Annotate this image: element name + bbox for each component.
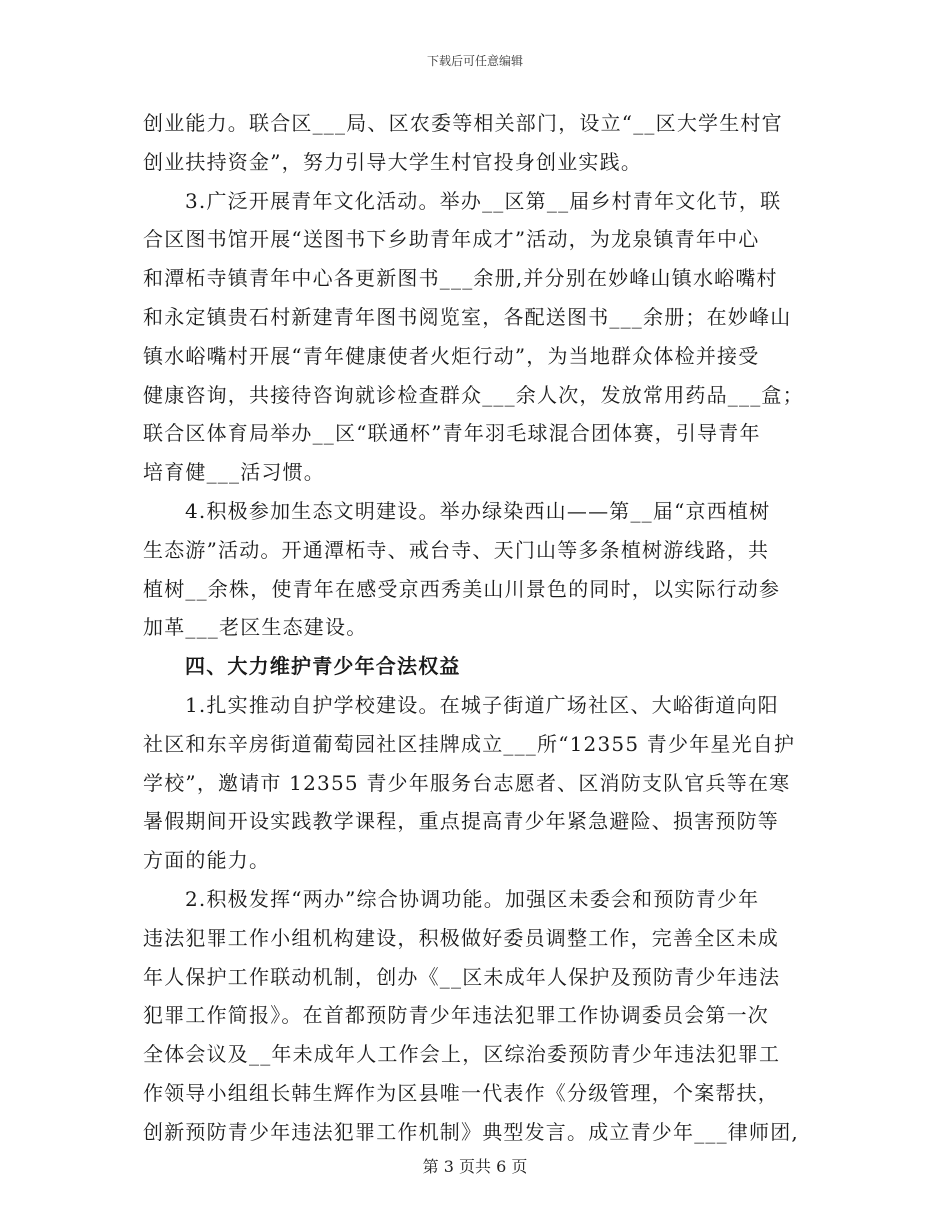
text-line: 镇水峪嘴村开展“青年健康使者火炬行动”，为当地群众体检并接受 — [143, 343, 760, 368]
section-heading: 四、大力维护青少年合法权益 — [185, 654, 461, 679]
text-line: 方面的能力。 — [143, 848, 271, 873]
text-lines — [143, 104, 808, 1152]
text-line: 社区和东辛房街道葡萄园社区挂牌成立___所“12355 青少年星光自护 — [143, 731, 796, 756]
text-line: 加革___老区生态建设。 — [143, 615, 368, 640]
document-body — [143, 104, 808, 1152]
text-line: 生态游”活动。开通潭柘寺、戒台寺、天门山等多条植树游线路，共 — [143, 537, 770, 562]
text-line: 创业能力。联合区___局、区农委等相关部门，设立“__区大学生村官 — [143, 111, 783, 135]
text-line: 和潭柘寺镇青年中心各更新图书___余册,并分别在妙峰山镇水峪嘴村 — [143, 266, 778, 291]
text-line: 暑假期间开设实践教学课程，重点提高青少年紧急避险、损害预防等 — [143, 809, 779, 834]
text-line: 和永定镇贵石村新建青年图书阅览室，各配送图书___余册；在妙峰山 — [143, 304, 792, 329]
text-line: 联合区体育局举办__区“联通杯”青年羽毛球混合团体赛，引导青年 — [143, 421, 761, 446]
text-line: 健康咨询，共接待咨询就诊检查群众___余人次，发放常用药品___盒； — [143, 382, 804, 407]
text-line: 3.广泛开展青年文化活动。举办__区第__届乡村青年文化节，联 — [185, 188, 782, 213]
text-line: 学校”，邀请市 12355 青少年服务台志愿者、区消防支队官兵等在寒 — [143, 770, 791, 795]
text-line: 作领导小组组长韩生辉作为区县唯一代表作《分级管理，个案帮扶， — [143, 1080, 779, 1105]
text-line: 培育健___活习惯。 — [143, 460, 325, 485]
text-line: 创业扶持资金”，努力引导大学生村官投身创业实践。 — [143, 149, 643, 174]
text-line: 4.积极参加生态文明建设。举办绿染西山——第__届“京西植树 — [185, 498, 771, 523]
text-line: 犯罪工作简报》。在首都预防青少年违法犯罪工作协调委员会第一次 — [143, 1003, 769, 1028]
page-header-note: 下载后可任意编辑 — [426, 54, 523, 68]
text-line: 创新预防青少年违法犯罪工作机制》典型发言。成立青少年___律师团, — [143, 1119, 799, 1144]
text-line: 年人保护工作联动机制，创办《__区未成年人保护及预防青少年违法 — [143, 964, 781, 989]
text-line: 违法犯罪工作小组机构建设，积极做好委员调整工作，完善全区未成 — [143, 925, 779, 950]
text-line: 1.扎实推动自护学校建设。在城子街道广场社区、大峪街道向阳 — [185, 692, 779, 717]
text-line: 合区图书馆开展“送图书下乡助青年成才”活动，为龙泉镇青年中心 — [143, 227, 760, 252]
text-line: 2.积极发挥“两办”综合协调功能。加强区未委会和预防青少年 — [185, 886, 760, 911]
page-footer: 第 3 页共 6 页 — [422, 1157, 528, 1176]
text-line: 植树__余株，使青年在感受京西秀美山川景色的同时，以实际行动参 — [143, 576, 781, 601]
text-line: 全体会议及__年未成年人工作会上，区综治委预防青少年违法犯罪工 — [143, 1042, 781, 1067]
